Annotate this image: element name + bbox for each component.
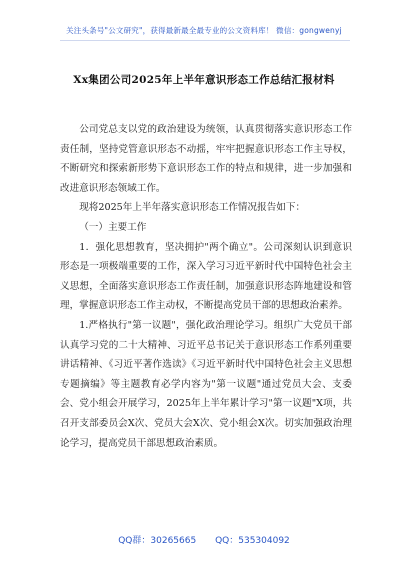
paragraph-report-lead: 现将2025年上半年落实意识形态工作情况报告如下： bbox=[79, 202, 306, 214]
footer-qq: QQ：535304092 bbox=[215, 536, 290, 546]
footer-qq-group: QQ群：30265665 bbox=[118, 536, 197, 546]
section-heading-main-work: （一）主要工作 bbox=[79, 221, 147, 233]
footer-contact bbox=[0, 533, 408, 546]
paragraph-first-topic: 1.严格执行"第一议题"，强化政治理论学习。组织广大党员干部认真学习党的二十大精神、习近平总书记关于意识形态工作系列重要讲话精神、《习近平著作选读》《习近平新时代中国特色社会主义思想专题摘编》等主题教育必学内容为"第一议题"通过党员大会、支委会、党小组会开展学习，2025年上半年累计学习"第一议题"X项，共召开支部委员会X次、党员大会X次、党小组会X次。切实加强政治理论学习，提高党员干部思想政治素质。 bbox=[60, 319, 352, 449]
document-title: Xx集团公司2025年上半年意识形态工作总结汇报材料 bbox=[73, 74, 335, 86]
paragraph-intro: 公司党总支以党的政治建设为统领，认真贯彻落实意识形态工作责任制，坚持党管意识形态不动摇，牢牢把握意识形态工作主导权，不断研究和探索新形势下意识形态工作的特点和规律，进一步加强和改进意识形态领域工作。 bbox=[60, 124, 352, 194]
document-body bbox=[60, 120, 352, 453]
header-banner: 关注头条号"公文研究"，获得最新最全最专业的公文资料库！ 微信：gongwenyj bbox=[66, 26, 342, 35]
paragraph-ideology-education: 1．强化思想教育，坚决拥护"两个确立"。公司深刻认识到意识形态是一项极端重要的工作，深入学习习近平新时代中国特色社会主义思想，全面落实意识形态工作责任制，加强意识形态阵地建设和管理，掌握意识形态工作主动权，不断提高党员干部的思想政治素养。 bbox=[60, 241, 352, 312]
header-divider bbox=[60, 40, 350, 41]
